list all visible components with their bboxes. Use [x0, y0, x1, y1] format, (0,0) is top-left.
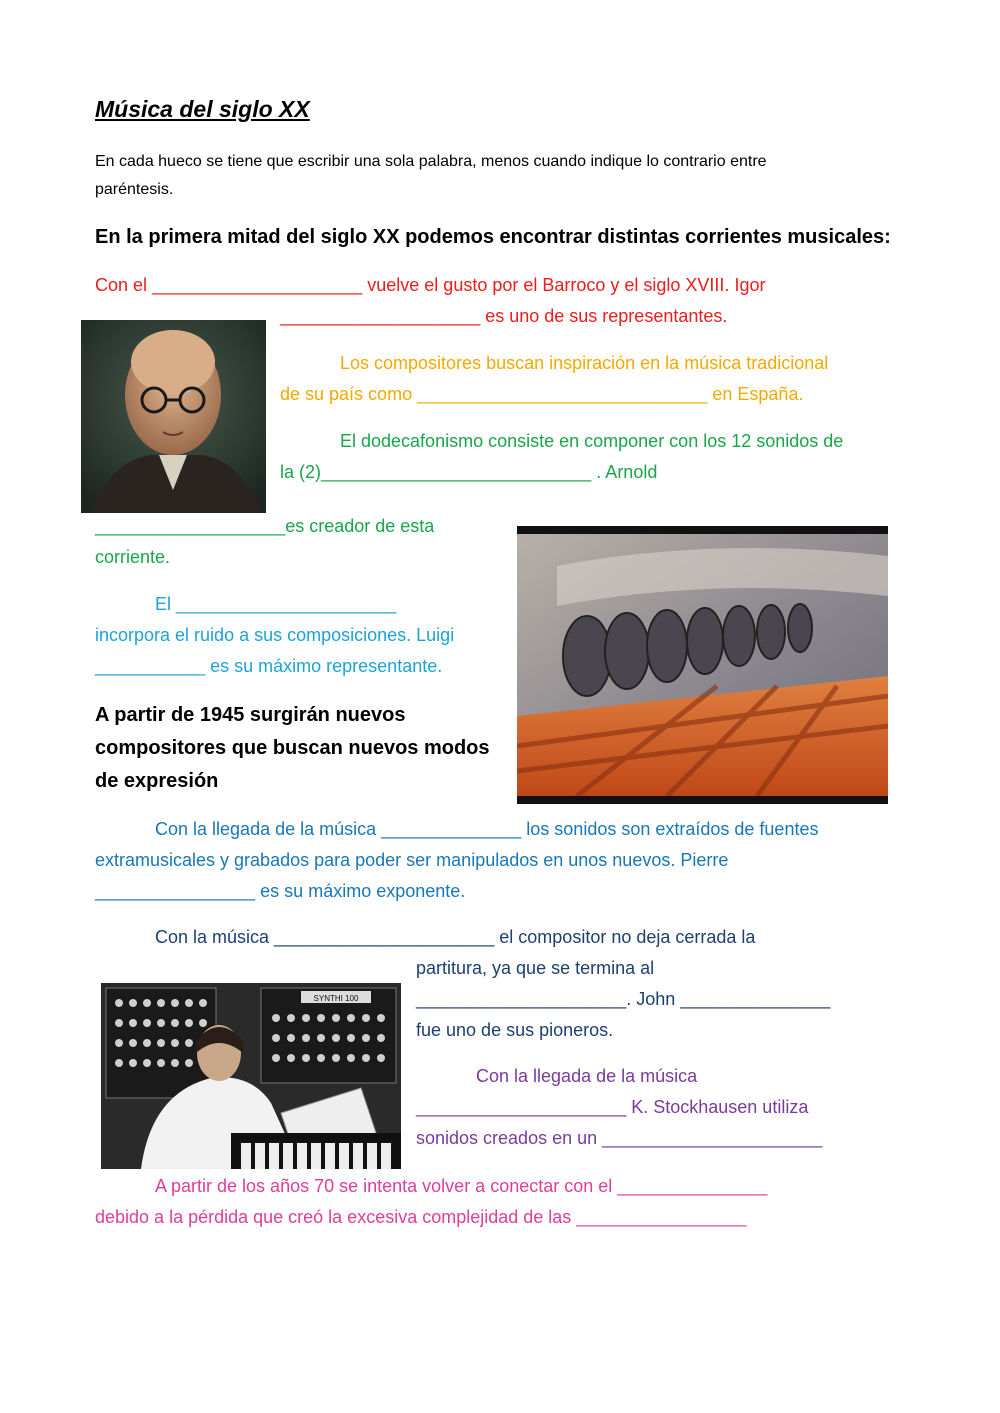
dodecafonismo-line-3: ___________________es creador de esta: [95, 516, 435, 536]
electronica-line-3: sonidos creados en un ______________________: [416, 1128, 823, 1148]
section-heading-1945-line-3: de expresión: [95, 770, 219, 792]
section-heading-1945-line-2: compositores que buscan nuevos modos: [95, 737, 490, 759]
neoclasicismo-line-1: Con el _____________________ vuelve el gusto por el Barroco y el siglo XVIII. Igor: [95, 275, 766, 295]
aleatoria-line-1: Con la música ______________________ el compositor no deja cerrada la: [155, 927, 756, 947]
synthesizer-composer-photo: [101, 983, 401, 1169]
concreta-line-3: ________________ es su máximo exponente.: [95, 881, 466, 901]
concreta-line-1: Con la llegada de la música ______________ los sonidos son extraídos de fuentes: [155, 819, 819, 839]
dodecafonismo-line-1: El dodecafonismo consiste en componer con los 12 sonidos de: [340, 431, 844, 451]
section-heading-1945-line-1: A partir de 1945 surgirán nuevos: [95, 704, 406, 726]
nacionalismo-line-1: Los compositores buscan inspiración en la música tradicional: [340, 353, 829, 373]
section-heading-first-half: En la primera mitad del siglo XX podemos encontrar distintas corrientes musicales:: [95, 226, 891, 248]
electronica-line-2: _____________________ K. Stockhausen utiliza: [416, 1097, 809, 1117]
aleatoria-line-3: _____________________. John _______________: [416, 989, 831, 1009]
synth-label: SYNTHI 100: [313, 994, 359, 1003]
dodecafonismo-line-4: corriente.: [95, 547, 171, 567]
nacionalismo-line-2: de su país como _____________________________ en España.: [280, 384, 804, 404]
aleatoria-line-2: partitura, ya que se termina al: [416, 958, 655, 978]
anos70-line-1: A partir de los años 70 se intenta volver a conectar con el _______________: [155, 1176, 768, 1196]
futurist-train-painting: [517, 526, 888, 804]
futurismo-line-1: El ______________________: [155, 594, 397, 614]
portrait-painting: [81, 320, 266, 513]
dodecafonismo-line-2: la (2)___________________________ . Arnold: [280, 462, 658, 482]
concreta-line-2: extramusicales y grabados para poder ser manipulados en unos nuevos. Pierre: [95, 850, 729, 870]
aleatoria-line-4: fue uno de sus pioneros.: [416, 1020, 614, 1040]
page-title: Música del siglo XX: [95, 96, 310, 122]
electronica-line-1: Con la llegada de la música: [476, 1066, 698, 1086]
anos70-line-2: debido a la pérdida que creó la excesiva complejidad de las _________________: [95, 1207, 747, 1227]
intro-line-2: paréntesis.: [95, 181, 174, 198]
futurismo-line-3: ___________ es su máximo representante.: [95, 656, 443, 676]
intro-line-1: En cada hueco se tiene que escribir una sola palabra, menos cuando indique lo contrario entre: [95, 153, 767, 170]
futurismo-line-2: incorpora el ruido a sus composiciones. Luigi: [95, 625, 455, 645]
neoclasicismo-line-2: ____________________ es uno de sus representantes.: [280, 306, 728, 326]
